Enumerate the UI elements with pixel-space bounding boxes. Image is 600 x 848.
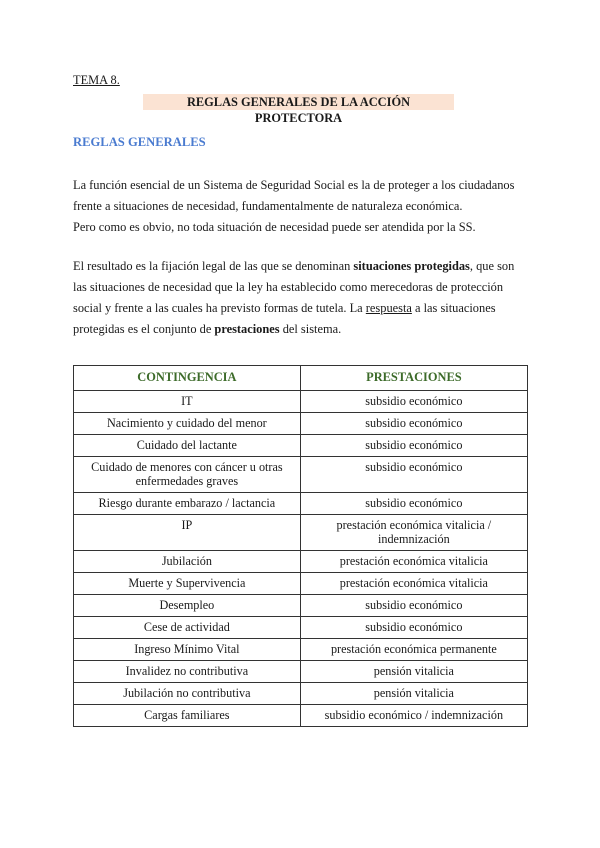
prestacion-cell: prestación económica vitalicia / indemnización [300, 515, 527, 551]
table-row [74, 435, 528, 457]
table-row [74, 413, 528, 435]
paragraph-intro-line-2: frente a situaciones de necesidad, fundamentalmente de naturaleza económica. [73, 199, 463, 213]
table-row [74, 551, 528, 573]
contingencia-cell: Ingreso Mínimo Vital [74, 639, 301, 661]
contingencia-cell: Nacimiento y cuidado del menor [74, 413, 301, 435]
contingencia-cell: Jubilación [74, 551, 301, 573]
contingencia-cell: Jubilación no contributiva [74, 683, 301, 705]
contingencia-cell: Invalidez no contributiva [74, 661, 301, 683]
contingencia-cell: Cuidado de menores con cáncer u otras enfermedades graves [74, 457, 301, 493]
contingencia-cell: Desempleo [74, 595, 301, 617]
contingencia-cell: Cargas familiares [74, 705, 301, 727]
table-row [74, 617, 528, 639]
text-span: a las situaciones protegidas es el conjunto de [73, 301, 496, 336]
tema-label: TEMA 8. [73, 73, 120, 87]
contingencia-cell: IT [74, 391, 301, 413]
table-row [74, 639, 528, 661]
header-contingencia: CONTINGENCIA [74, 366, 301, 391]
table-row [74, 683, 528, 705]
page-title: REGLAS GENERALES DE LA ACCIÓN PROTECTORA [143, 94, 454, 110]
table-row [74, 457, 528, 493]
paragraph-intro-line-1: La función esencial de un Sistema de Seguridad Social es la de proteger a los ciudadanos [73, 178, 515, 192]
contingencia-cell: Muerte y Supervivencia [74, 573, 301, 595]
table-header-row [74, 366, 528, 391]
text-span: El resultado es la fijación legal de las que se denominan [73, 259, 354, 273]
prestacion-cell: subsidio económico [300, 617, 527, 639]
text-span: del sistema. [279, 322, 342, 336]
header-prestaciones: PRESTACIONES [300, 366, 527, 391]
contingencia-cell: Riesgo durante embarazo / lactancia [74, 493, 301, 515]
underlined-term-respuesta: respuesta [365, 301, 412, 315]
text-span: , que son las situaciones de necesidad que la ley ha establecido como merecedoras de protección social y frente a las cuales ha previsto formas de tutela. La [73, 259, 515, 315]
table-row [74, 573, 528, 595]
contingencia-cell: IP [74, 515, 301, 551]
paragraph-intro [73, 175, 528, 238]
prestacion-cell: subsidio económico [300, 435, 527, 457]
prestacion-cell: pensión vitalicia [300, 661, 527, 683]
table-row [74, 595, 528, 617]
prestacion-cell: prestación económica permanente [300, 639, 527, 661]
prestacion-cell: subsidio económico [300, 413, 527, 435]
bold-term-situaciones: situaciones protegidas [353, 259, 470, 273]
table-row [74, 661, 528, 683]
table-row [74, 391, 528, 413]
section-title: REGLAS GENERALES [73, 135, 206, 149]
paragraph-intro-line-3: Pero como es obvio, no toda situación de necesidad puede ser atendida por la SS. [73, 220, 476, 234]
prestacion-cell: prestación económica vitalicia [300, 573, 527, 595]
table-row [74, 705, 528, 727]
prestacion-cell: subsidio económico [300, 391, 527, 413]
contingencia-cell: Cese de actividad [74, 617, 301, 639]
prestacion-cell: subsidio económico [300, 493, 527, 515]
prestacion-cell: subsidio económico [300, 457, 527, 493]
prestacion-cell: pensión vitalicia [300, 683, 527, 705]
table-row [74, 515, 528, 551]
prestacion-cell: prestación económica vitalicia [300, 551, 527, 573]
bold-term-prestaciones: prestaciones [214, 322, 280, 336]
paragraph-result [73, 256, 528, 340]
contingencia-cell: Cuidado del lactante [74, 435, 301, 457]
table-row [74, 493, 528, 515]
contingencias-table [73, 365, 528, 727]
prestacion-cell: subsidio económico / indemnización [300, 705, 527, 727]
prestacion-cell: subsidio económico [300, 595, 527, 617]
